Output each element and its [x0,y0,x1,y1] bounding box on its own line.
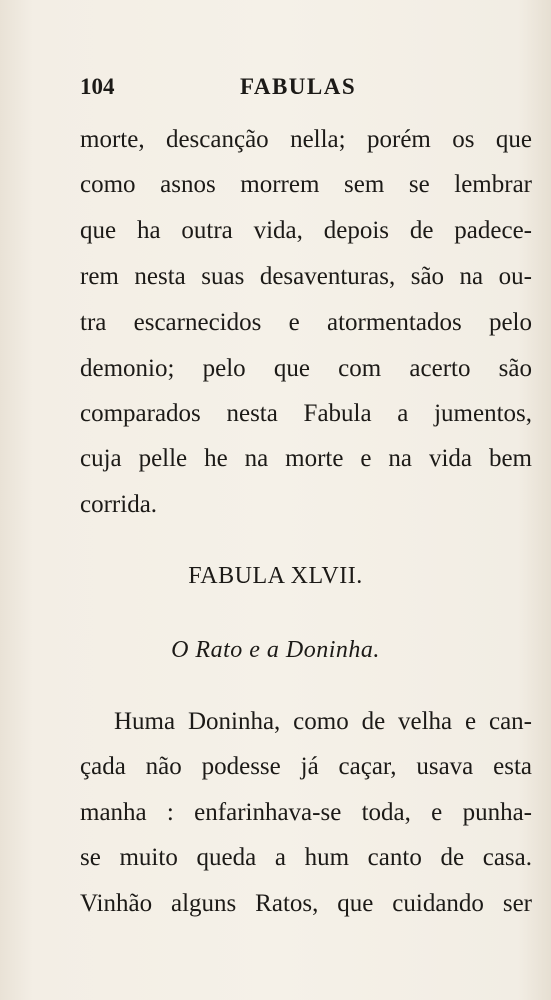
text-line: manha : enfarinhava-se toda, e punha- [80,799,532,826]
text-line: morte, descanção nella; porém os que [80,126,532,153]
page-number: 104 [80,74,115,99]
text-line: çada não podesse já caçar, usava esta [80,753,532,780]
fable-number-heading: FABULA XLVII. [188,563,363,589]
text-line: demonio; pelo que com acerto são [80,355,532,382]
text-line: rem nesta suas desaventuras, são na ou- [80,263,532,290]
text-line: que ha outra vida, depois de padece- [80,217,532,244]
text-line: Vinhão alguns Ratos, que cuidando ser [80,890,532,917]
text-line: como asnos morrem sem se lembrar [80,171,532,198]
text-line: se muito queda a hum canto de casa. [80,844,532,871]
page-header [80,74,520,102]
text-line: cuja pelle he na morte e na vida bem [80,445,532,472]
running-head: FABULAS [240,74,357,99]
fable-title: O Rato e a Doninha. [171,637,380,663]
text-line: tra escarnecidos e atormentados pelo [80,309,532,336]
text-line: corrida. [80,491,158,518]
text-line: comparados nesta Fabula a jumentos, [80,400,532,427]
text-line: Huma Doninha, como de velha e can- [114,708,532,735]
